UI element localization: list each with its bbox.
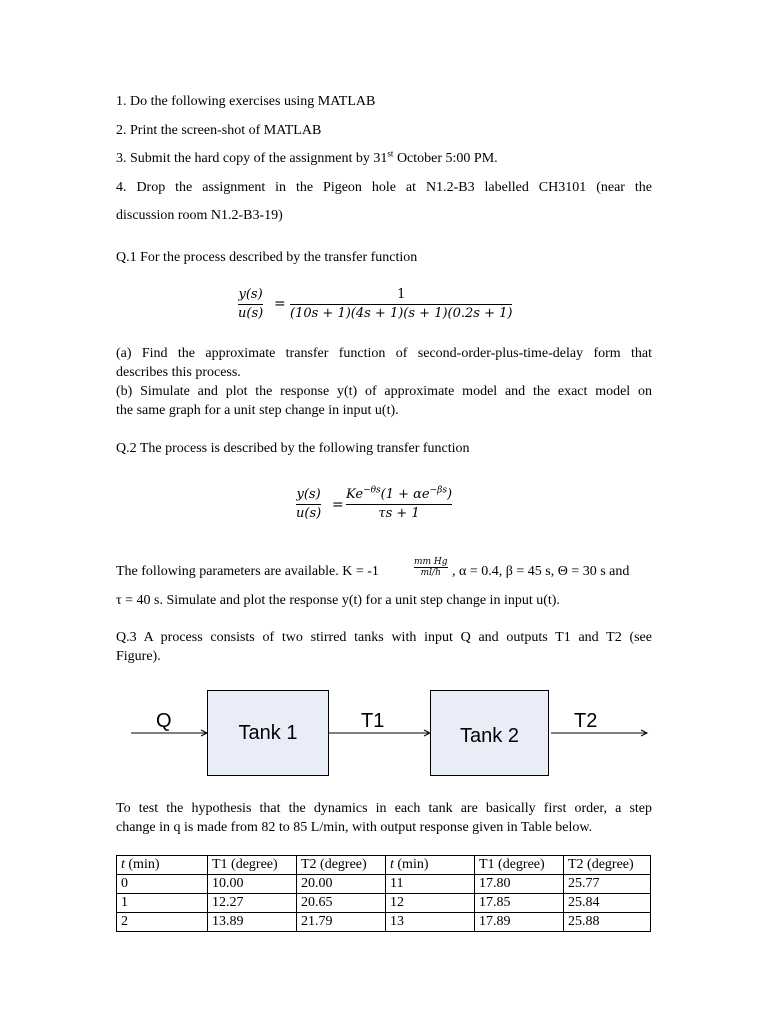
table-cell: 17.80 [475, 875, 564, 894]
q2-params-line2: τ = 40 s. Simulate and plot the response y(t) for a unit step change in input u(t). [116, 593, 560, 608]
instruction-3: 3. Submit the hard copy of the assignment by 31st October 5:00 PM. [116, 148, 498, 166]
t2-label: T2 [574, 710, 598, 732]
instruction-4-line1: 4. Drop the assignment in the Pigeon hole at N1.2-B3 labelled CH3101 (near the [116, 180, 652, 195]
table-row [117, 894, 651, 913]
q2-equals: = [332, 497, 344, 513]
header-t-min-2: t (min) [386, 856, 475, 875]
tank-1-box: Tank 1 [207, 690, 329, 776]
instruction-1: 1. Do the following exercises using MATLAB [116, 94, 376, 109]
table-cell: 0 [117, 875, 208, 894]
table-cell: 12.27 [208, 894, 297, 913]
table-cell: 10.00 [208, 875, 297, 894]
q2-lhs-fraction: y(s) u(s) [296, 487, 322, 521]
table-cell: 2 [117, 913, 208, 932]
q3-para-line2: change in q is made from 82 to 85 L/min, with output response given in Table below. [116, 820, 593, 835]
t1-label: T1 [361, 710, 385, 732]
header-t2-2: T2 (degree) [564, 856, 651, 875]
q2-rhs-fraction: $Ke^{-\theta s}(1 + \alpha e^{-\beta s})$ τs + 1 [346, 485, 453, 521]
table-cell: 17.89 [475, 913, 564, 932]
header-t-min: t (min) [117, 856, 208, 875]
q1-lhs-fraction: y(s) u(s) [238, 287, 264, 321]
table-cell: 25.77 [564, 875, 651, 894]
q2-intro: Q.2 The process is described by the following transfer function [116, 441, 470, 456]
q1-part-b-line1: (b) Simulate and plot the response y(t) of approximate model and the exact model on [116, 384, 652, 399]
table-cell: 12 [386, 894, 475, 913]
table-row [117, 875, 651, 894]
instruction-4-line2: discussion room N1.2-B3-19) [116, 208, 283, 223]
header-t2: T2 (degree) [297, 856, 386, 875]
input-q-label: Q [156, 710, 172, 732]
table-cell: 17.85 [475, 894, 564, 913]
table-row [117, 913, 651, 932]
table-cell: 20.00 [297, 875, 386, 894]
q2-unit-fraction: mm Hg ml/h [414, 557, 448, 578]
header-t1-2: T1 (degree) [475, 856, 564, 875]
q3-para-line1: To test the hypothesis that the dynamics in each tank are basically first order, a step [116, 801, 652, 816]
q1-rhs-fraction: 1 (10s + 1)(4s + 1)(s + 1)(0.2s + 1) [290, 287, 513, 321]
q3-line1: Q.3 A process consists of two stirred tanks with input Q and outputs T1 and T2 (see [116, 630, 652, 645]
q1-part-a-line2: describes this process. [116, 365, 241, 380]
table-cell: 13.89 [208, 913, 297, 932]
q2-params-line1-a: The following parameters are available. K = -1 [116, 564, 379, 579]
tank-2-box: Tank 2 [430, 690, 549, 776]
table-cell: 13 [386, 913, 475, 932]
q1-part-b-line2: the same graph for a unit step change in input u(t). [116, 403, 399, 418]
response-table [116, 855, 651, 932]
q1-part-a-line1: (a) Find the approximate transfer function of second-order-plus-time-delay form that [116, 346, 652, 361]
table-cell: 20.65 [297, 894, 386, 913]
table-cell: 21.79 [297, 913, 386, 932]
q1-intro: Q.1 For the process described by the transfer function [116, 250, 418, 265]
header-t1: T1 (degree) [208, 856, 297, 875]
table-cell: 25.84 [564, 894, 651, 913]
instruction-2: 2. Print the screen-shot of MATLAB [116, 123, 322, 138]
table-cell: 1 [117, 894, 208, 913]
table-cell: 25.88 [564, 913, 651, 932]
q3-line2: Figure). [116, 649, 161, 664]
q1-equals: = [274, 296, 286, 312]
table-cell: 11 [386, 875, 475, 894]
table-header-row [117, 856, 651, 875]
q2-params-line1-b: , α = 0.4, β = 45 s, Θ = 30 s and [452, 564, 630, 579]
